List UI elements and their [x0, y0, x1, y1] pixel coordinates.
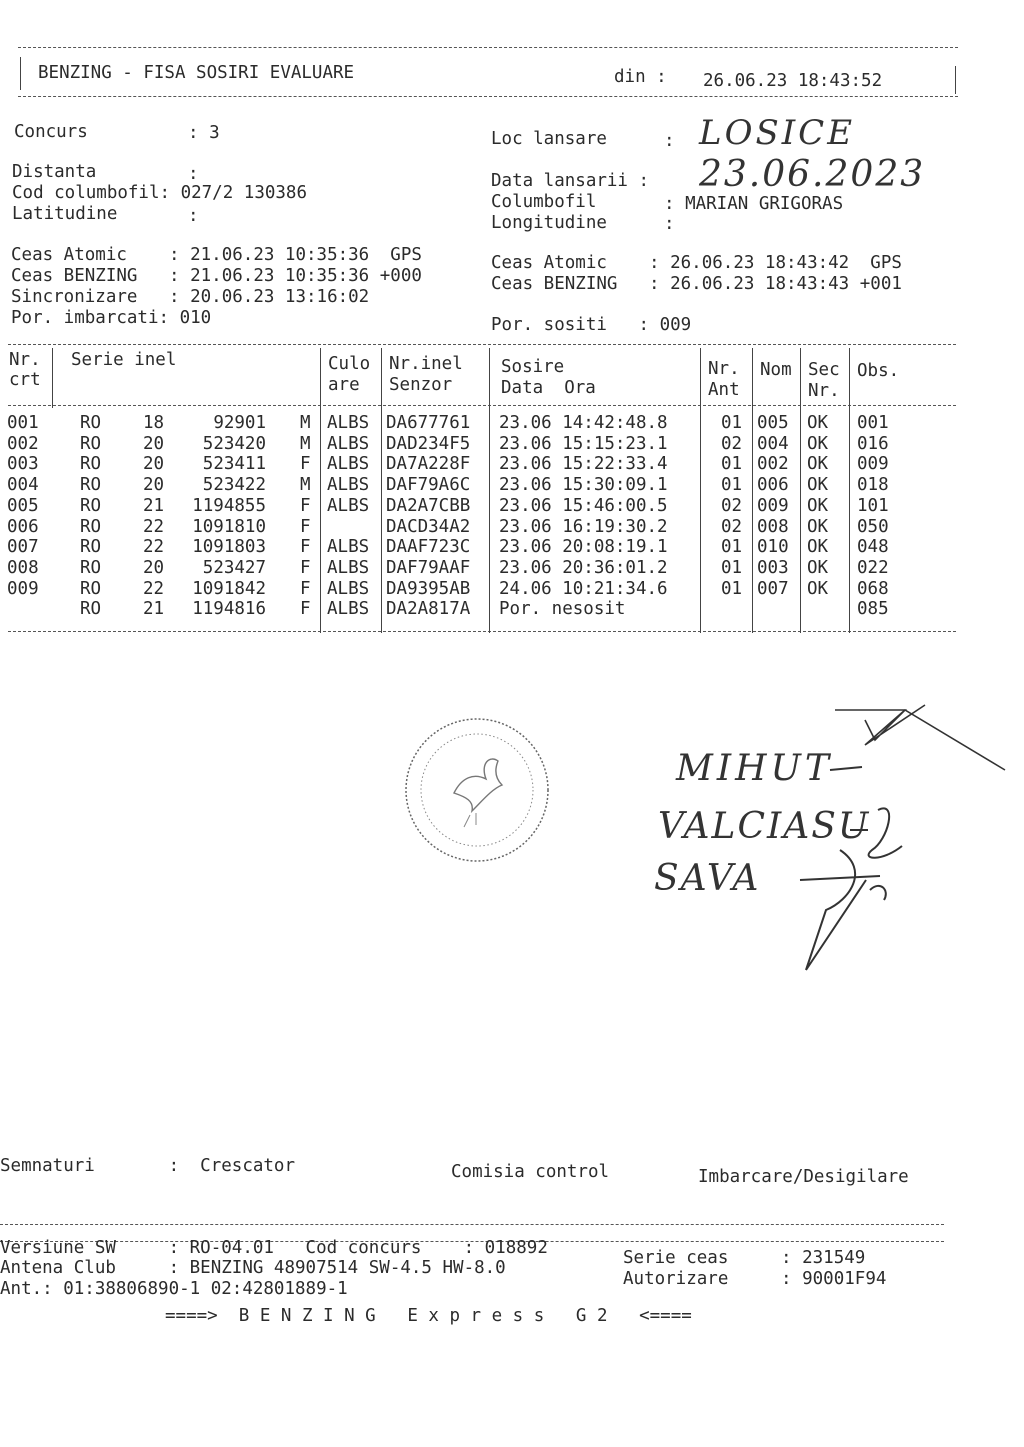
th-sec-nr: Nr. — [808, 381, 840, 401]
cell-culoare: ALBS — [327, 578, 370, 599]
cell-sosire: 23.06 15:30:09.1 — [499, 475, 668, 496]
cell-an: 22 — [143, 537, 165, 558]
cell-nom: 006 — [757, 475, 789, 496]
cell-nom: 005 — [757, 413, 789, 433]
serie-ceas: Serie ceas : 231549 — [623, 1248, 866, 1268]
cell-sec: OK — [807, 495, 829, 516]
table-row — [0, 496, 960, 517]
table-row — [0, 413, 960, 434]
ceas-atomic-start: Ceas Atomic : 21.06.23 10:35:36 GPS — [11, 245, 422, 265]
cell-sec: OK — [807, 433, 829, 454]
antena-ids: Ant.: 01:38806890-1 02:42801889-1 — [0, 1279, 348, 1299]
header-bottom-rule — [18, 96, 958, 97]
cell-an: 20 — [143, 557, 165, 578]
semnaturi-crescator: Semnaturi : Crescator — [0, 1156, 296, 1176]
cell-tara: RO — [80, 537, 102, 558]
footer-rule-1 — [0, 1224, 944, 1225]
table-row — [0, 454, 960, 475]
ceas-benzing-end: Ceas BENZING : 26.06.23 18:43:43 +001 — [491, 274, 902, 294]
cell-tara: RO — [80, 516, 102, 537]
cell-nom: 002 — [757, 454, 789, 475]
cell-inel: 1091810 — [192, 516, 266, 537]
cell-nr: 002 — [7, 433, 39, 454]
benzing-express-banner: ====> B E N Z I N G E x p r e s s G 2 <==== — [165, 1306, 692, 1326]
cell-senzor: DAD234F5 — [386, 433, 471, 454]
cell-obs: 001 — [857, 413, 889, 433]
cell-sec: OK — [807, 557, 829, 578]
cell-tara: RO — [80, 475, 102, 496]
cell-an: 21 — [143, 599, 165, 620]
table-bottom-rule — [8, 631, 956, 632]
cell-obs: 018 — [857, 475, 889, 496]
latitudine-colon: : — [188, 206, 199, 226]
longitudine-colon: : — [664, 214, 675, 234]
svg-text:23.06.2023: 23.06.2023 — [699, 154, 926, 194]
cell-sex: F — [300, 495, 311, 516]
cell-sosire: 23.06 15:46:00.5 — [499, 495, 668, 516]
cell-sosire: 23.06 15:22:33.4 — [499, 454, 668, 475]
cell-obs: 016 — [857, 433, 889, 454]
cell-an: 20 — [143, 454, 165, 475]
cell-sosire: 23.06 15:15:23.1 — [499, 433, 668, 454]
th-sosire: Sosire — [501, 357, 565, 377]
th-serie-inel: Serie inel — [71, 350, 177, 370]
cell-nom: 007 — [757, 578, 789, 599]
committee-signatures — [640, 690, 1024, 990]
columbofil-value: : MARIAN GRIGORAS — [664, 194, 844, 214]
cell-an: 21 — [143, 495, 165, 516]
cell-sec: OK — [807, 475, 829, 496]
cell-culoare: ALBS — [327, 475, 370, 496]
cell-sec: OK — [807, 537, 829, 558]
cell-culoare: ALBS — [327, 599, 370, 620]
cell-culoare: ALBS — [327, 454, 370, 475]
cell-ant: 01 — [721, 454, 743, 475]
cell-inel: 1194816 — [192, 599, 266, 620]
cell-obs: 101 — [857, 495, 889, 516]
cell-sec: OK — [807, 578, 829, 599]
cell-nr: 008 — [7, 557, 39, 578]
table-top-rule — [8, 344, 956, 345]
cell-nom: 008 — [757, 516, 789, 537]
th-are: are — [328, 375, 360, 395]
cell-nom: 009 — [757, 495, 789, 516]
concurs-value: : 3 — [188, 123, 220, 143]
cell-sec: OK — [807, 516, 829, 537]
cell-tara: RO — [80, 413, 102, 433]
svg-text:MIHUT: MIHUT — [676, 748, 833, 789]
cell-an: 22 — [143, 578, 165, 599]
cell-inel: 523420 — [202, 433, 266, 454]
cell-an: 22 — [143, 516, 165, 537]
th-obs: Obs. — [857, 361, 900, 381]
cell-an: 18 — [143, 413, 165, 433]
versiune-sw: Versiune SW : RO-04.01 Cod concurs : 018892 — [0, 1238, 548, 1258]
cell-nr: 009 — [7, 578, 39, 599]
th-nr-ant: Nr. — [708, 359, 740, 379]
handwritten-release-date — [695, 146, 945, 194]
cell-sex: F — [300, 454, 311, 475]
cell-obs: 048 — [857, 537, 889, 558]
th-sec: Sec — [808, 360, 840, 380]
comisia-control: Comisia control — [451, 1162, 610, 1182]
cell-culoare: ALBS — [327, 537, 370, 558]
concurs-label: Concurs — [14, 122, 88, 142]
cell-nom: 003 — [757, 557, 789, 578]
cell-sec: OK — [807, 413, 829, 433]
cod-columbofil: Cod columbofil: 027/2 130386 — [12, 183, 308, 203]
cell-senzor: DA2A817A — [386, 599, 471, 620]
cell-senzor: DAF79A6C — [386, 475, 471, 496]
cell-ant: 02 — [721, 516, 743, 537]
th-nom: Nom — [760, 360, 792, 380]
table-header-rule — [8, 405, 956, 406]
cell-sex: F — [300, 537, 311, 558]
cell-senzor: DA2A7CBB — [386, 495, 471, 516]
cell-nom: 010 — [757, 537, 789, 558]
cell-sex: M — [300, 413, 311, 433]
table-row — [0, 537, 960, 558]
cell-obs: 050 — [857, 516, 889, 537]
cell-ant: 01 — [721, 413, 743, 433]
table-row — [0, 434, 960, 455]
cell-culoare: ALBS — [327, 557, 370, 578]
cell-culoare: ALBS — [327, 495, 370, 516]
distanta-label: Distanta — [12, 162, 97, 182]
print-date-label: din : — [614, 67, 667, 87]
cell-nr: 003 — [7, 454, 39, 475]
cell-sosire: 23.06 16:19:30.2 — [499, 516, 668, 537]
cell-senzor: DAAF723C — [386, 537, 471, 558]
cell-ant: 01 — [721, 475, 743, 496]
distanta-colon: : — [188, 164, 199, 184]
cell-tara: RO — [80, 454, 102, 475]
svg-text:LOSICE: LOSICE — [699, 113, 855, 153]
th-crt: crt — [9, 370, 41, 390]
longitudine-label: Longitudine — [491, 213, 607, 233]
cell-inel: 1194855 — [192, 495, 266, 516]
table-row — [0, 517, 960, 538]
cell-inel: 523422 — [202, 475, 266, 496]
cell-sex: F — [300, 599, 311, 620]
cell-culoare: ALBS — [327, 433, 370, 454]
cell-sosire: Por. nesosit — [499, 599, 626, 620]
th-nr: Nr. — [9, 350, 41, 370]
data-lansarii-label: Data lansarii : — [491, 171, 650, 191]
print-date-value: 26.06.23 18:43:52 — [703, 71, 883, 91]
header-left-border — [20, 57, 21, 90]
cell-inel: 1091842 — [192, 578, 266, 599]
cell-nr: 007 — [7, 537, 39, 558]
cell-sex: F — [300, 516, 311, 537]
cell-sosire: 23.06 14:42:48.8 — [499, 413, 668, 433]
ceas-benzing-start: Ceas BENZING : 21.06.23 10:35:36 +000 — [11, 266, 422, 286]
cell-obs: 009 — [857, 454, 889, 475]
cell-ant: 02 — [721, 495, 743, 516]
cell-obs: 022 — [857, 557, 889, 578]
cell-sex: M — [300, 433, 311, 454]
document-title: BENZING - FISA SOSIRI EVALUARE — [38, 63, 355, 83]
columbofil-label: Columbofil — [491, 192, 597, 212]
cell-senzor: DAF79AAF — [386, 557, 471, 578]
cell-tara: RO — [80, 495, 102, 516]
table-row — [0, 475, 960, 496]
header-right-border — [955, 66, 956, 94]
cell-senzor: DA7A228F — [386, 454, 471, 475]
cell-an: 20 — [143, 433, 165, 454]
cell-tara: RO — [80, 433, 102, 454]
cell-tara: RO — [80, 557, 102, 578]
cell-nr: 001 — [7, 413, 39, 433]
cell-culoare: ALBS — [327, 413, 370, 433]
svg-text:VALCIASU: VALCIASU — [658, 806, 871, 847]
th-senzor: Senzor — [389, 375, 453, 395]
antena-club: Antena Club : BENZING 48907514 SW-4.5 HW-8.0 — [0, 1258, 506, 1278]
cell-nr: 005 — [7, 495, 39, 516]
sincronizare: Sincronizare : 20.06.23 13:16:02 — [11, 287, 370, 307]
ceas-atomic-end: Ceas Atomic : 26.06.23 18:43:42 GPS — [491, 253, 902, 273]
imbarcare-desigilare: Imbarcare/Desigilare — [698, 1167, 909, 1187]
cell-sex: F — [300, 557, 311, 578]
cell-sosire: 23.06 20:36:01.2 — [499, 557, 668, 578]
cell-inel: 92901 — [213, 413, 266, 433]
cell-senzor: DA9395AB — [386, 578, 471, 599]
th-nr-inel: Nr.inel — [389, 354, 463, 374]
latitudine-label: Latitudine — [12, 204, 118, 224]
cell-ant: 01 — [721, 537, 743, 558]
cell-ant: 02 — [721, 433, 743, 454]
autorizare: Autorizare : 90001F94 — [623, 1269, 887, 1289]
loc-lansare-colon: : — [664, 131, 675, 151]
svg-text:SAVA: SAVA — [654, 858, 761, 899]
cell-tara: RO — [80, 578, 102, 599]
header-top-rule — [18, 47, 958, 48]
col-divider-nr — [52, 348, 53, 408]
cell-an: 20 — [143, 475, 165, 496]
cell-senzor: DACD34A2 — [386, 516, 471, 537]
th-data-ora: Data Ora — [501, 378, 596, 398]
loc-lansare-label: Loc lansare — [491, 129, 607, 149]
cell-inel: 523427 — [202, 557, 266, 578]
cell-nr: 006 — [7, 516, 39, 537]
th-culo: Culo — [328, 354, 371, 374]
table-row — [0, 579, 960, 600]
table-row — [0, 599, 960, 620]
cell-tara: RO — [80, 599, 102, 620]
cell-senzor: DA677761 — [386, 413, 471, 433]
table-row — [0, 558, 960, 579]
cell-ant: 01 — [721, 557, 743, 578]
th-ant: Ant — [708, 380, 740, 400]
cell-nr: 004 — [7, 475, 39, 496]
cell-sex: F — [300, 578, 311, 599]
cell-nom: 004 — [757, 433, 789, 454]
cell-sex: M — [300, 475, 311, 496]
por-sositi: Por. sositi : 009 — [491, 315, 692, 335]
cell-inel: 523411 — [202, 454, 266, 475]
cell-sec: OK — [807, 454, 829, 475]
cell-obs: 085 — [857, 599, 889, 620]
cell-obs: 068 — [857, 578, 889, 599]
cell-sosire: 24.06 10:21:34.6 — [499, 578, 668, 599]
cell-inel: 1091803 — [192, 537, 266, 558]
club-stamp — [402, 715, 552, 865]
cell-ant: 01 — [721, 578, 743, 599]
por-imbarcati: Por. imbarcati: 010 — [11, 308, 212, 328]
cell-sosire: 23.06 20:08:19.1 — [499, 537, 668, 558]
